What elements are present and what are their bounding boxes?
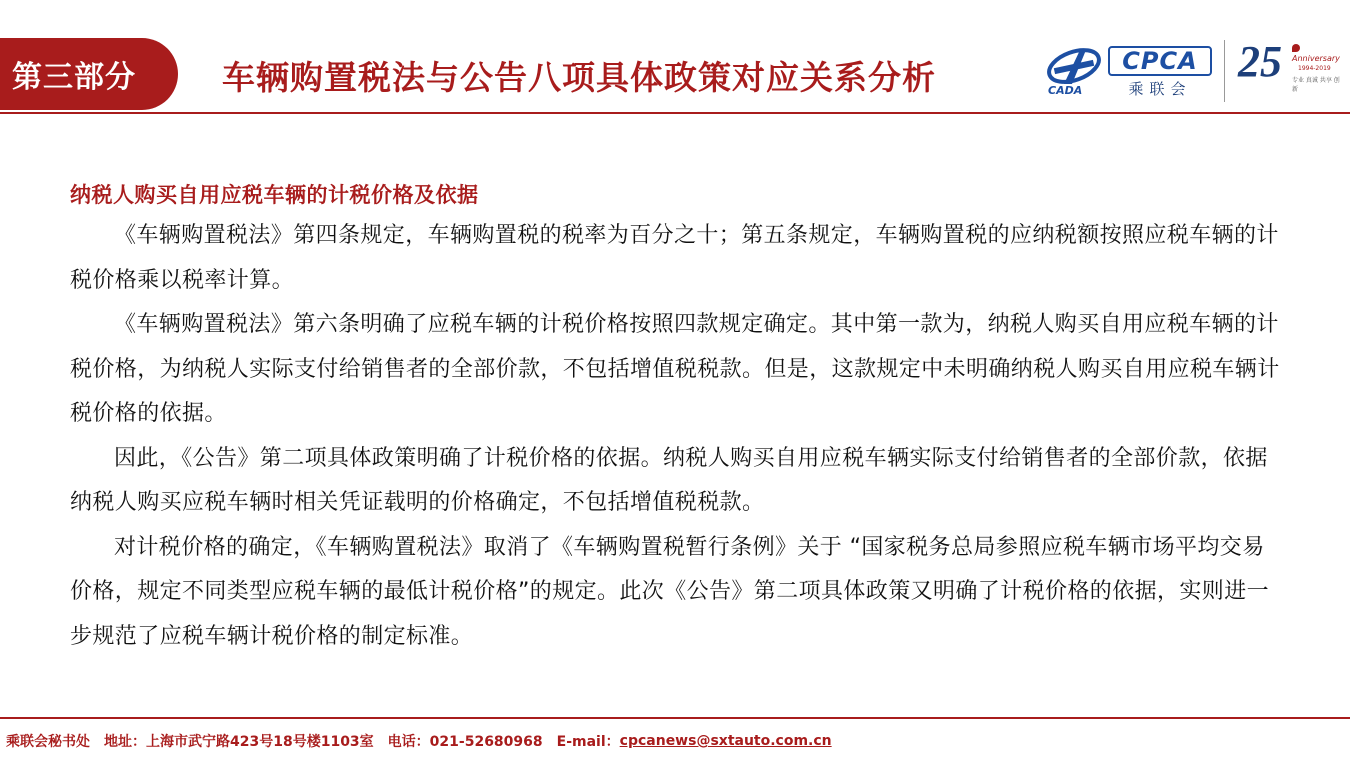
- anniversary-years: 1994-2019: [1298, 65, 1331, 72]
- section-heading: 纳税人购买自用应税车辆的计税价格及依据: [70, 183, 479, 207]
- header-divider: [0, 112, 1350, 114]
- page-title: 车辆购置税法与公告八项具体政策对应关系分析: [222, 57, 936, 97]
- paragraph: 《车辆购置税法》第六条明确了应税车辆的计税价格按照四款规定确定。其中第一款为，纳税人购买自用应税车辆的计税价格，为纳税人实际支付给销售者的全部价款，不包括增值税税款。但是，这款规定中未明确纳税人购买自用应税车辆计税价格的依据。: [70, 312, 1280, 426]
- cada-logo: [1046, 44, 1108, 98]
- cpca-logo-text: CPCA: [1108, 46, 1212, 76]
- cada-logo-text: CADA: [1048, 84, 1083, 97]
- paragraph: 因此，《公告》第二项具体政策明确了计税价格的依据。纳税人购买自用应税车辆实际支付给销售者的全部价款，依据纳税人购买应税车辆时相关凭证载明的价格确定，不包括增值税税款。: [70, 445, 1268, 515]
- paragraph: 《车辆购置税法》第四条规定，车辆购置税的税率为百分之十；第五条规定，车辆购置税的应纳税额按照应税车辆的计税价格乘以税率计算。: [70, 223, 1279, 293]
- paragraph: 对计税价格的确定，《车辆购置税法》取消了《车辆购置税暂行条例》关于 “国家税务总局参照应税车辆市场平均交易价格，规定不同类型应税车辆的最低计税价格”的规定。此次《公告》第二项具体政策又明确了计税价格的依据，实则进一步规范了应税车辆计税价格的制定标准。: [70, 534, 1270, 649]
- anniversary-logo: [1238, 37, 1344, 98]
- footer-address: 地址：上海市武宁路423号18号楼1103室: [104, 734, 374, 750]
- flag-icon: [1292, 44, 1300, 52]
- cpca-logo-cn: 乘联会: [1128, 80, 1192, 98]
- section-label: 第三部分: [0, 38, 178, 110]
- main-content: [70, 176, 1290, 659]
- anniversary-slogan: 专业 真诚 共享 创新: [1292, 77, 1340, 93]
- footer-phone: 电话：021-52680968: [387, 734, 543, 750]
- footer-org: 乘联会秘书处: [6, 734, 90, 750]
- header: [0, 0, 1350, 116]
- footer-divider: [0, 717, 1350, 719]
- cpca-logo: [1108, 44, 1214, 98]
- footer: [6, 730, 832, 752]
- logo-divider: [1224, 40, 1225, 102]
- footer-email-label: E-mail：: [556, 734, 620, 750]
- anniversary-number: 25: [1238, 37, 1282, 86]
- footer-email-link[interactable]: cpcanews@sxtauto.com.cn: [619, 733, 832, 749]
- anniversary-word: Anniversary: [1292, 54, 1340, 63]
